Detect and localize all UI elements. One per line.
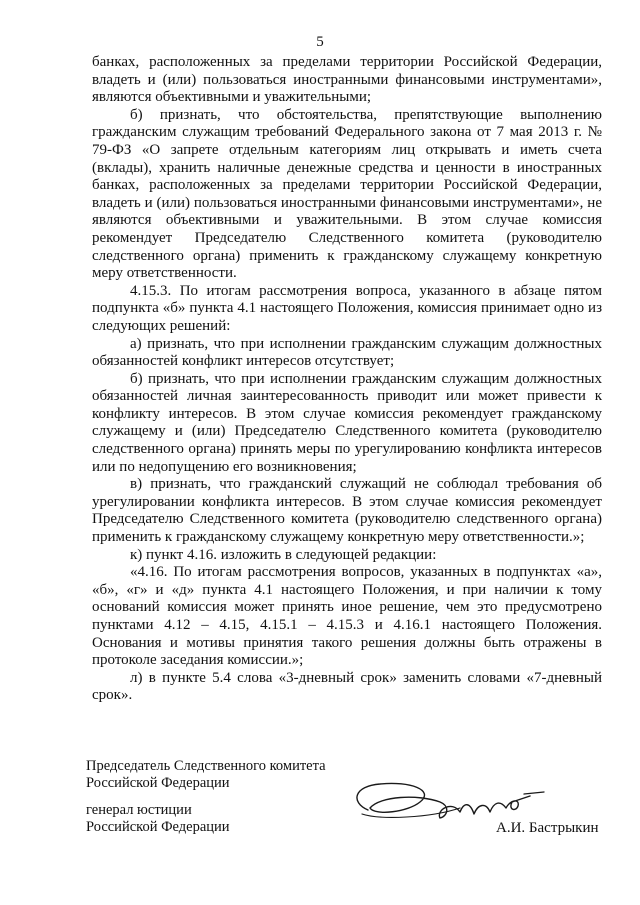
paragraph-item-b-first: б) признать, что обстоятельства, препятствующие выполнению гражданским служащим требований Федерального закона от 7 мая 2013 г. № 79-ФЗ «О запрете отдельным категориям лиц открывать и иметь счета (вклады), хранить наличные денежные средства и ценности в иностранных банках, расположенных за пределами территории Российской Федерации, владеть и (или) пользоваться иностранными финансовыми инструментами», не являются объективными и уважительными. В этом случае комиссия рекомендует Председателю Следственного комитета (руководителю следственного органа) применить к гражданскому служащему конкретную меру ответственности. [92,106,602,282]
signatory-rank-line2: Российской Федерации [86,819,230,835]
paragraph-item-l: л) в пункте 5.4 слова «3-дневный срок» заменить словами «7-дневный срок». [92,669,602,704]
signatory-name: А.И. Бастрыкин [496,820,599,836]
signatory-rank [86,802,230,836]
paragraph-item-v: в) признать, что гражданский служащий не соблюдал требования об урегулировании конфликта интересов. В этом случае комиссия рекомендует Председателю Следственного комитета (руководителю следственного органа) применить к гражданскому служащему конкретную меру ответственности.»; [92,476,602,546]
signatory-title [86,758,326,792]
signatory-title-line2: Российской Федерации [86,775,230,791]
paragraph-clause-4-15-3: 4.15.3. По итогам рассмотрения вопроса, указанного в абзаце пятом подпункта «б» пункта 4.1 настоящего Положения, комиссия принимает одно из следующих решений: [92,282,602,334]
page-number: 5 [316,34,324,50]
signatory-title-line1: Председатель Следственного комитета [86,758,326,774]
paragraph-item-b-second: б) признать, что при исполнении гражданским служащим должностных обязанностей личная заинтересованность приводит или может привести к конфликту интересов. В этом случае комиссия рекомендует гражданскому служащему и (или) Председателю Следственного комитета (руководителю следственного органа) принять меры по урегулированию конфликта интересов или по недопущению его возникновения; [92,370,602,475]
document-body [92,54,602,705]
paragraph-item-a: а) признать, что при исполнении гражданским служащим должностных обязанностей конфликт интересов отсутствует; [92,335,602,370]
paragraph-item-k: к) пункт 4.16. изложить в следующей редакции: [130,546,437,563]
paragraph-clause-4-16: «4.16. По итогам рассмотрения вопросов, указанных в подпунктах «а», «б», «г» и «д» пункта 4.1 настоящего Положения, и при наличии к тому оснований комиссия может принять иное решение, чем это предусмотрено пунктами 4.12 – 4.15, 4.15.1 – 4.15.3 и 4.16.1 настоящего Положения. Основания и мотивы принятия такого решения должны быть отражены в протоколе заседания комиссии.»; [92,564,602,669]
signatory-rank-line1: генерал юстиции [86,802,192,818]
paragraph-continuation: банках, расположенных за пределами территории Российской Федерации, владеть и (или) пользоваться иностранными финансовыми инструментами», являются объективными и уважительными; [92,54,602,106]
